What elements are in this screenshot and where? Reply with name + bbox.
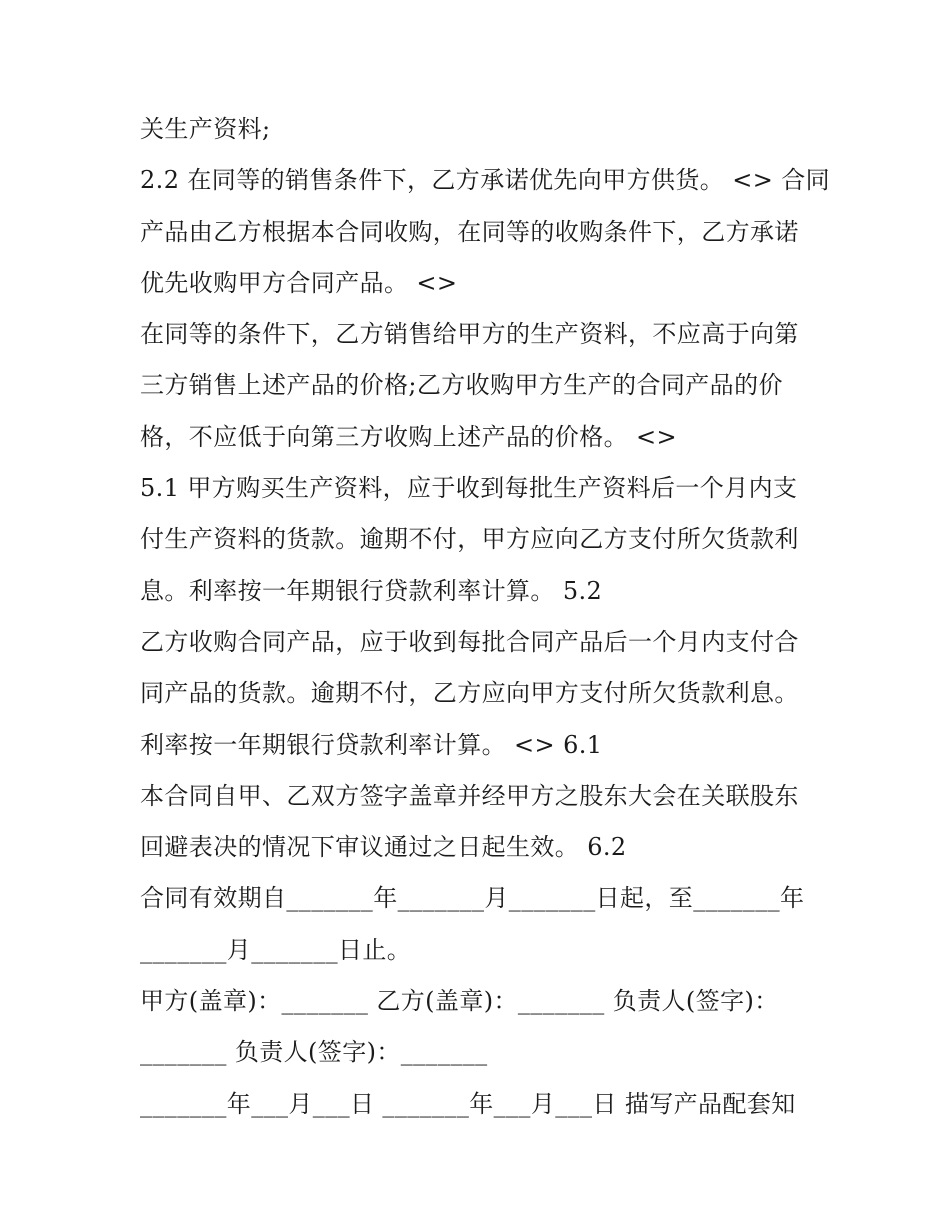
text-line: 乙方收购合同产品，应于收到每批合同产品后一个月内支付合 — [140, 627, 799, 656]
text-line: 三方销售上述产品的价格;乙方收购甲方生产的合同产品的价 — [140, 371, 783, 400]
text-line: 息。利率按一年期银行贷款利率计算。 5.2 — [140, 576, 603, 605]
text-line: 格，不应低于向第三方收购上述产品的价格。 <> — [140, 422, 678, 451]
text-line: 合同有效期自_______年_______月_______日起，至_______年 — [140, 884, 805, 913]
text-line: 同产品的货款。逾期不付，乙方应向甲方支付所欠货款利息。 — [140, 679, 799, 708]
text-line: _______月_______日止。 — [140, 935, 412, 964]
text-line: 5.1 甲方购买生产资料，应于收到每批生产资料后一个月内支 — [140, 474, 798, 503]
text-line: 2.2 在同等的销售条件下，乙方承诺优先向甲方供货。 <> 合同 — [140, 166, 831, 195]
text-line: _______年___月___日 _______年___月___日 描写产品配套知 — [140, 1089, 796, 1118]
text-line: 在同等的条件下，乙方销售给甲方的生产资料，不应高于向第 — [140, 320, 799, 349]
text-line: 本合同自甲、乙双方签字盖章并经甲方之股东大会在关联股东 — [140, 781, 799, 810]
text-line: 甲方(盖章)：_______ 乙方(盖章)：_______ 负责人(签字)： — [140, 987, 779, 1016]
text-line: 关生产资料; — [140, 115, 271, 143]
document-body — [140, 104, 831, 1130]
text-line: 付生产资料的货款。逾期不付，甲方应向乙方支付所欠货款利 — [140, 525, 799, 554]
text-line: 产品由乙方根据本合同收购，在同等的收购条件下，乙方承诺 — [140, 217, 799, 246]
text-line: _______ 负责人(签字)：_______ — [140, 1038, 488, 1067]
text-line: 回避表决的情况下审议通过之日起生效。 6.2 — [140, 833, 627, 862]
text-line: 优先收购甲方合同产品。 <> — [140, 268, 458, 297]
text-line: 利率按一年期银行贷款利率计算。 <> 6.1 — [140, 730, 603, 759]
